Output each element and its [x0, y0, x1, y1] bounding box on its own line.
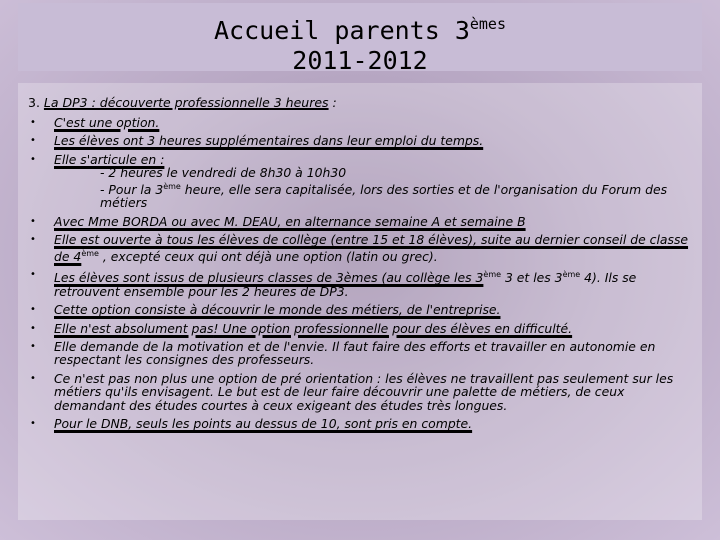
sub-item: [54, 180, 696, 210]
page-title: [18, 3, 702, 46]
bullet-icon: •: [30, 418, 36, 430]
item-text: Les élèves ont 3 heures supplémentaires dans leur emploi du temps.: [54, 133, 484, 149]
bullet-icon: •: [30, 215, 36, 227]
bullet-icon: •: [30, 153, 36, 165]
item-text: Les élèves sont issus de plusieurs classes de 3èmes (au collège les 3: [54, 270, 484, 286]
list-item: [28, 372, 696, 413]
title-superscript: èmes: [469, 15, 506, 33]
list-item: [28, 417, 696, 431]
item-text: Avec Mme BORDA ou avec M. DEAU, en alternance semaine A et semaine B: [54, 213, 526, 229]
superscript: ème: [163, 181, 181, 191]
title-box: [18, 3, 702, 75]
list-item: [28, 233, 696, 263]
bullet-icon: •: [30, 234, 36, 246]
item-text: Cette option consiste à découvrir le monde des métiers, de l'entreprise.: [54, 302, 501, 318]
bullet-icon: •: [30, 135, 36, 147]
item-text: Elle n'est absolument pas: [54, 320, 214, 336]
item-text: 3 et les 3: [501, 270, 563, 286]
bullet-icon: •: [30, 269, 36, 281]
item-text: ! Une option professionnelle pour des élèves en difficulté.: [213, 320, 573, 336]
list-item: [28, 116, 696, 130]
bullet-icon: •: [30, 304, 36, 316]
list-item: [28, 303, 696, 317]
list-item: [28, 268, 696, 298]
bullet-icon: •: [30, 116, 36, 128]
item-text: Ce n'est pas non plus une option de pré orientation : les élèves ne travaillent pas seulement sur les métiers qu'ils envisagent. Le but est de leur faire découvrir une palette de métiers, de ceux demandant des études courtes à ceux exigeant des études très longues.: [54, 370, 674, 414]
item-text: C'est une option.: [54, 114, 160, 130]
bullet-icon: •: [30, 372, 36, 384]
section-number: 3.: [28, 95, 40, 110]
title-main: Accueil parents 3: [214, 16, 470, 45]
item-text: Elle s'articule en :: [54, 151, 165, 167]
superscript: ème: [81, 248, 99, 258]
section-heading-text: La DP3 : découverte professionnelle 3 heures: [43, 95, 329, 110]
superscript: ème: [483, 270, 502, 280]
sub-item-text: heure, elle sera capitalisée, lors des sorties et de l'organisation du Forum des métiers: [100, 181, 668, 211]
sub-item: - 2 heures le vendredi de 8h30 à 10h30: [100, 165, 347, 181]
content-box: [18, 83, 702, 520]
list-item: [28, 322, 696, 336]
item-text: Elle demande de la motivation et de l'envie. Il faut faire des efforts et travailler en autonomie en respectant les consignes des professeurs.: [54, 338, 656, 368]
section-heading: [28, 95, 337, 110]
item-text: 4). Ils se retrouvent ensemble pour les 2 heures de DP3.: [54, 270, 637, 299]
superscript: ème: [562, 270, 581, 280]
item-text: Pour le DNB, seuls les points au dessus de 10, sont pris en compte.: [54, 416, 473, 432]
sub-item-text: - Pour la 3: [100, 181, 164, 197]
section-heading-end: :: [328, 95, 337, 110]
page-subtitle-year: 2011-2012: [292, 46, 428, 75]
list-item: [28, 215, 696, 229]
item-text: Elle est ouverte à tous les élèves de collège (entre 15 et 18 élèves), suite au dernier conseil de classe de 4: [54, 232, 689, 264]
list-item: [28, 340, 696, 367]
bullet-icon: •: [30, 340, 36, 352]
bullet-icon: •: [30, 322, 36, 334]
bullet-list: [28, 111, 696, 431]
list-item: [28, 134, 696, 148]
list-item: [28, 153, 696, 210]
item-text: , excepté ceux qui ont déjà une option (latin ou grec).: [98, 248, 438, 264]
